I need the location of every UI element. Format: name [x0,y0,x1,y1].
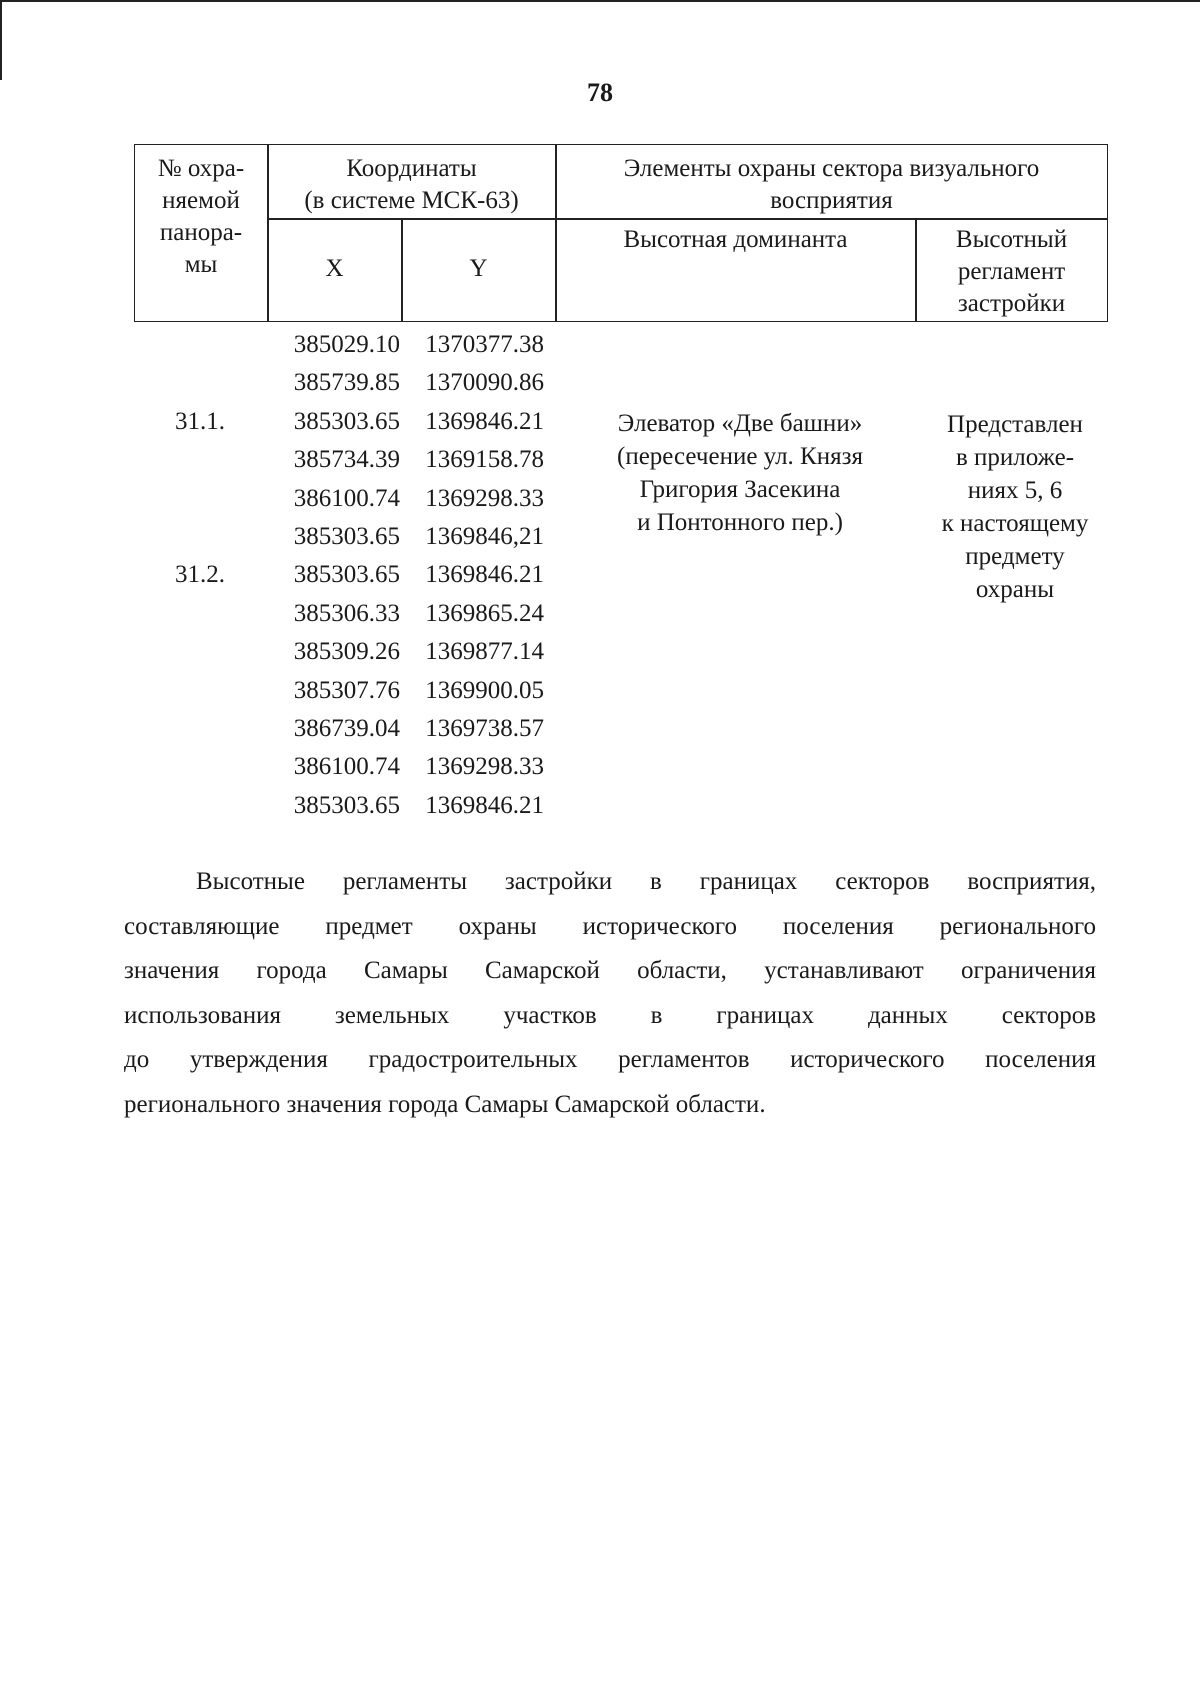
coordinate-y: 1369900.05 [425,677,544,704]
coordinate-y: 1369846.21 [425,408,544,435]
coordinate-x: 386739.04 [293,715,400,742]
dominant-text: Элеватор «Две башни» (пересечение ул. Князя Григория Засекина и Понтонного пер.) [617,410,863,536]
coordinate-y: 1369738.57 [425,715,544,742]
header-divider [267,218,1107,220]
header-coordinates: Координаты (в системе МСК-63) [304,155,519,214]
scan-border-left [0,0,2,80]
coordinate-y: 1369846,21 [425,523,544,550]
header-dominant: Высотная доминанта [623,226,848,253]
table-header [134,144,1108,322]
coordinate-x: 385739.85 [293,369,400,396]
coordinate-x: 385029.10 [293,331,400,358]
table-row [0,330,1200,360]
coordinate-x: 386100.74 [293,753,400,780]
coordinate-y: 1369298.33 [425,485,544,512]
coordinate-x: 386100.74 [293,485,400,512]
coordinate-y: 1369877.14 [425,638,544,665]
header-y: Y [469,255,488,282]
coordinate-y: 1370090.86 [425,369,544,396]
coordinate-x: 385734.39 [293,446,400,473]
coordinate-x: 385303.65 [293,408,400,435]
paragraph-line: составляющие предмет охраны исторического поселения регионального [124,912,1096,940]
regulation-text: Представлен в приложе- ниях 5, 6 к настоящему предмету охраны [941,411,1089,603]
coordinate-y: 1369846.21 [425,561,544,588]
header-panorama-no: № охра- няемой панора- мы [157,155,245,278]
panorama-number: 31.1. [175,408,225,435]
paragraph-line: значения города Самары Самарской области, устанавливают ограничения [124,957,1096,985]
paragraph-line: Высотные регламенты застройки в границах секторов восприятия, [196,868,1096,895]
coordinate-x: 385309.26 [293,638,400,665]
table-row [0,368,1200,398]
table-row [0,752,1200,782]
body-paragraph [124,860,1096,1128]
coordinate-y: 1370377.38 [425,331,544,358]
table-row [0,791,1200,821]
coordinate-y: 1369846.21 [425,792,544,819]
scan-border-top [0,0,1200,2]
page-number: 78 [587,78,613,107]
paragraph-line: до утверждения градостроительных регламентов исторического поселения [124,1046,1096,1074]
coordinate-x: 385307.76 [293,677,400,704]
coordinate-y: 1369158.78 [425,446,544,473]
table-row [0,676,1200,706]
table-row [0,714,1200,744]
coordinate-x: 385303.65 [293,792,400,819]
header-elements: Элементы охраны сектора визуального восприятия [623,155,1040,214]
panorama-number: 31.2. [175,561,225,588]
header-x: X [325,255,344,282]
coordinate-x: 385303.65 [293,561,400,588]
table-row [0,637,1200,667]
paragraph-line: использования земельных участков в границах данных секторов [124,1001,1096,1029]
coordinate-x: 385303.65 [293,523,400,550]
coordinate-x: 385306.33 [293,600,400,627]
header-regulation: Высотный регламент застройки [955,226,1068,317]
coordinate-y: 1369865.24 [425,600,544,627]
coordinate-y: 1369298.33 [425,753,544,780]
paragraph-line: регионального значения города Самары Самарской области. [124,1090,766,1118]
